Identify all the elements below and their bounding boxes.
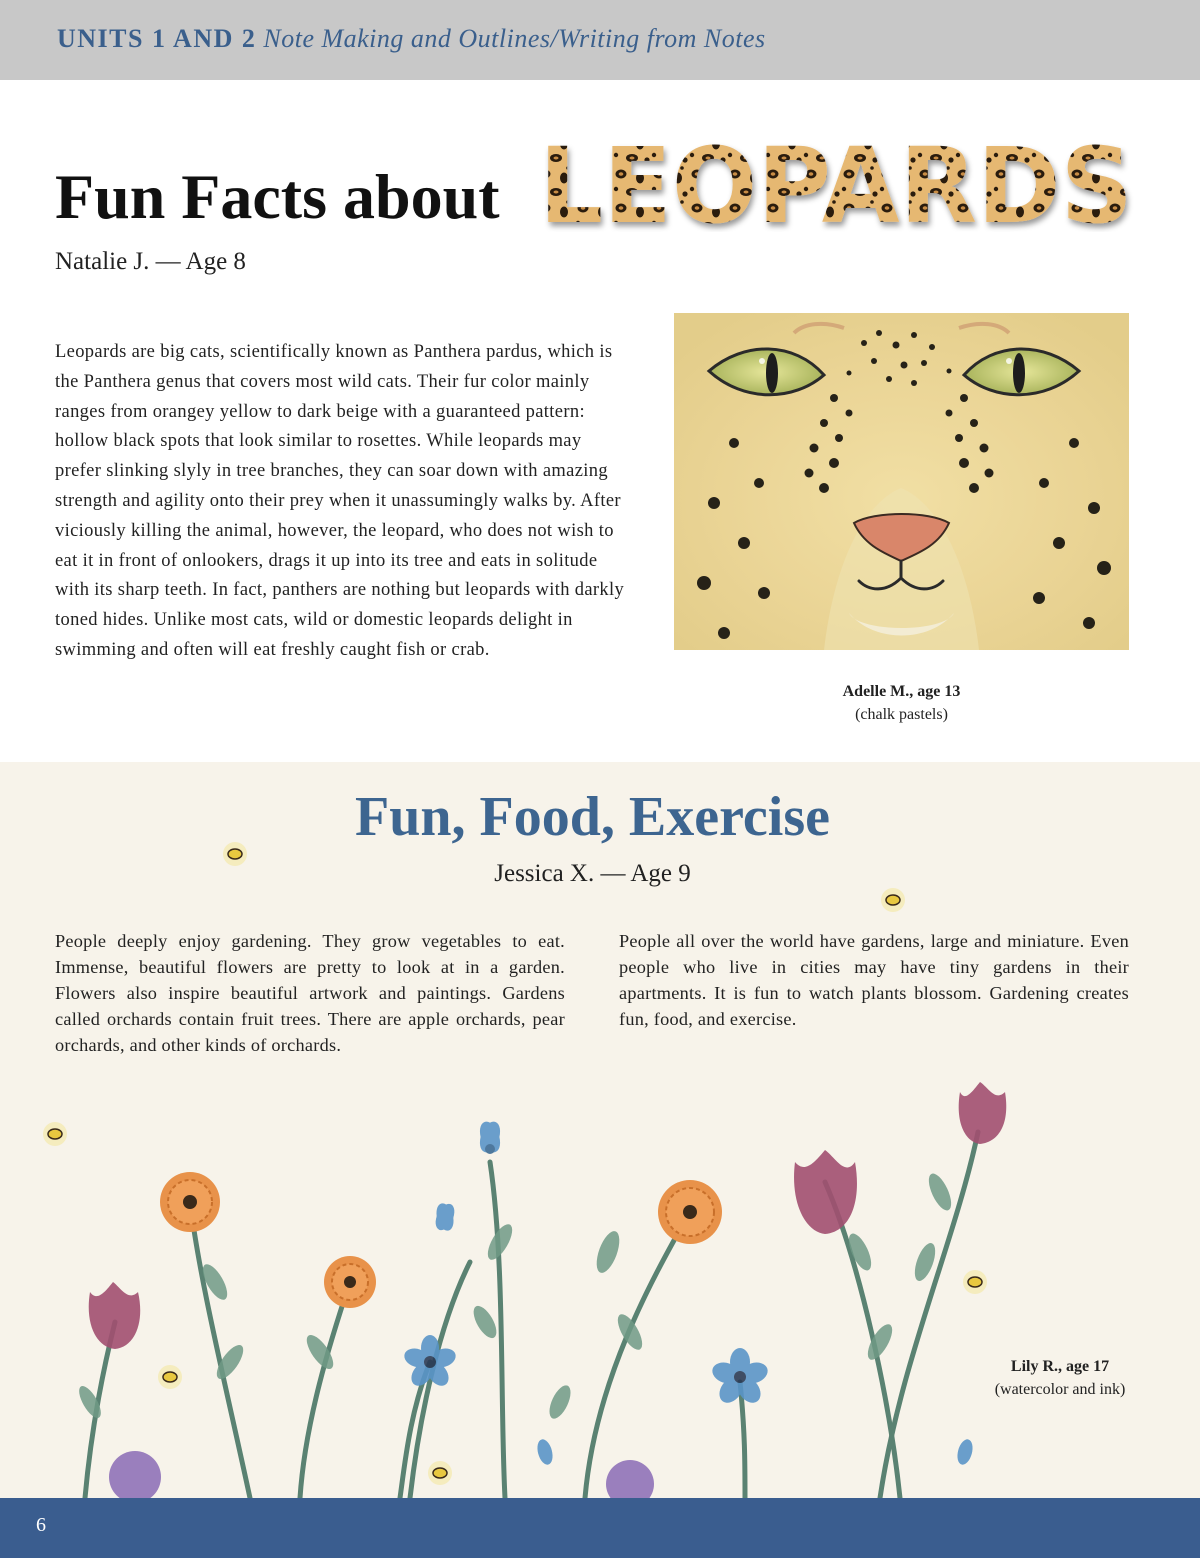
purple-flowers bbox=[109, 1451, 654, 1498]
garden-byline: Jessica X. — Age 9 bbox=[494, 860, 691, 887]
tulip-flowers bbox=[89, 1082, 1007, 1349]
leopard-artwork-caption bbox=[674, 680, 1129, 726]
page-footer bbox=[0, 1498, 1200, 1558]
garden-paragraph-left: People deeply enjoy gardening. They grow vegetables to eat. Immense, beautiful flowers are pretty to look at in a garden. Flowers also inspire beautiful artwork and paintings. Gardens called orchards contain fruit trees. There are apple orchards, pear orchards, and other kinds of orchards. bbox=[55, 931, 565, 1055]
leopards-logo-word bbox=[537, 132, 1137, 232]
page-number: 6 bbox=[36, 1514, 46, 1536]
leopards-logo-text: LEOPARDS bbox=[539, 132, 1133, 232]
leopards-byline: Natalie J. — Age 8 bbox=[55, 248, 246, 275]
orange-flowers bbox=[160, 1172, 722, 1308]
leopard-artwork-medium: (chalk pastels) bbox=[855, 706, 948, 723]
leopards-paragraph: Leopards are big cats, scientifically known as Panthera pardus, which is the Panthera genus that covers most wild cats. Their fur color mainly ranges from orangey yellow to dark beige with a guaranteed pattern: hollow black spots that look similar to rosettes. While leopards may prefer slinking slyly in tree branches, they can soar down with amazing strength and agility onto their prey when it unassumingly walks by. After viciously killing the animal, however, the leopard, who does not wish to eat it in front of onlookers, drags it up into its tree and eats in solitude with its sharp teeth. In fact, panthers are nothing but leopards with darkly toned hides. Unlike most cats, wild or domestic leopards delight in swimming and often will eat freshly caught fish or crab. bbox=[55, 342, 625, 660]
running-header-text bbox=[57, 24, 766, 54]
flowers-artist-name: Lily R., age 17 bbox=[1010, 1358, 1110, 1375]
leopard-face-artwork bbox=[674, 313, 1129, 650]
units-label: UNITS 1 AND 2 bbox=[57, 24, 257, 53]
running-header bbox=[0, 0, 1200, 80]
flowers-artwork-caption bbox=[960, 1355, 1160, 1401]
leopards-article-title: Fun Facts about bbox=[55, 161, 500, 232]
flowers-artwork-medium: (watercolor and ink) bbox=[994, 1381, 1126, 1398]
leopard-artist-name: Adelle M., age 13 bbox=[842, 683, 961, 700]
section-title: Note Making and Outlines/Writing from Notes bbox=[263, 24, 766, 53]
garden-paragraph-right: People all over the world have gardens, large and miniature. Even people who live in cities may have tiny gardens in their apartments. It is fun to watch plants blossom. Gardening creates fun, food, and exercise. bbox=[619, 931, 1129, 1029]
garden-article-title: Fun, Food, Exercise bbox=[355, 786, 830, 848]
